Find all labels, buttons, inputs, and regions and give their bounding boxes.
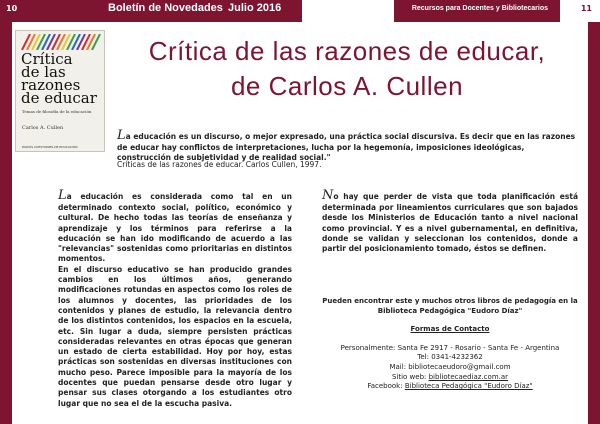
body-text-left bbox=[58, 188, 292, 416]
contact-facebook: Facebook: Biblioteca Pedagógica "Eudoro Díaz" bbox=[367, 382, 533, 391]
page-number-left: 10 bbox=[6, 4, 18, 13]
bulletin-title: Boletín de Novedades bbox=[108, 2, 223, 14]
book-cover-title: Crítica de las razones de educar bbox=[21, 50, 97, 107]
quote-source: Críticas de las razones de educar. Carlos Cullen, 1997. bbox=[117, 160, 322, 169]
contact-mail: Mail: bibliotecaeudoro@gmail.com bbox=[389, 362, 511, 371]
contact-heading: Formas de Contacto bbox=[410, 325, 490, 334]
dropcap: N bbox=[322, 188, 334, 203]
planning-quote: No hay que perder de vista que toda planificación está determinada por lineamientos curriculares que son bajados desde los Ministerios de Educación tanto a nivel nacional como provincial. Y es a nivel gubernamental, en definitiva, donde se validan y seleccionan los contenidos, donde a partir del posicionamiento tomado, éstos se definen. bbox=[322, 188, 578, 254]
header-gap bbox=[302, 0, 394, 22]
website-link[interactable]: bibliotecaediaz.com.ar bbox=[428, 372, 509, 381]
article-title: Crítica de las razones de educar, de Carlos A. Cullen bbox=[148, 36, 546, 101]
book-cover-stripes bbox=[20, 34, 102, 50]
right-margin-bar bbox=[588, 22, 600, 424]
contact-intro: Pueden encontrar este y muchos otros libros de pedagogía en la Biblioteca Pedagógica "Eudoro Díaz" bbox=[322, 297, 578, 315]
book-cover bbox=[15, 30, 105, 152]
mail-link[interactable]: bibliotecaeudoro@gmail.com bbox=[408, 362, 511, 371]
book-cover-publisher: PAIDÓS CUESTIONES DE EDUCACIÓN bbox=[22, 145, 78, 149]
page-number-right: 11 bbox=[580, 4, 592, 13]
contact-block bbox=[318, 297, 582, 392]
book-cover-author: Carlos A. Cullen bbox=[22, 125, 64, 131]
left-margin-bar bbox=[0, 22, 12, 424]
contact-phone: Tel: 0341-4232362 bbox=[417, 353, 483, 362]
bulletin-month: Julio 2016 bbox=[228, 2, 282, 14]
book-cover-subtitle: Temas de filosofía de la educación bbox=[22, 109, 92, 114]
dropcap: L bbox=[117, 128, 126, 143]
dropcap: L bbox=[58, 188, 67, 203]
body-paragraph: En el discurso educativo se han producido grandes cambios en los últimos años, generando modificaciones rotundas en aspectos como los roles de los alumnos y docentes, las prioridades de los contenidos y planes de estudio, la relevancia dentro de los distintos contenidos, los espacios en la escuela, etc. Sin lugar a duda, siempre persisten prácticas consideradas relevantes en otras épocas que generan un estado de cierta estabilidad. Hoy por hoy, estas prácticas son sostenidas en diversas instituciones con mucho peso. Parece imposible para la mayoría de los docentes que puedan pensarse desde otro lugar y pensar sus clases otorgando a los estudiantes otro lugar que no sea el de la escucha pasiva. bbox=[58, 264, 292, 408]
facebook-link[interactable]: Biblioteca Pedagógica "Eudoro Díaz" bbox=[404, 382, 533, 391]
opening-quote: La educación es un discurso, o mejor expresado, una práctica social discursiva. Es decir que en las razones de educar hay conflictos de interpretaciones, lucha por la hegemonía, imposiciones ideológicas, construcción de subjetividad y de realidad social." bbox=[117, 128, 576, 162]
contact-web: Sitio web: bibliotecaediaz.com.ar bbox=[391, 372, 509, 381]
section-title: Recursos para Docentes y Bibliotecarios bbox=[411, 5, 548, 12]
contact-address: Personalmente: Santa Fe 2917 - Rosario - Santa Fe - Argentina bbox=[340, 343, 560, 352]
body-paragraph: La educación es considerada como tal en un determinado contexto social, político, económico y cultural. De hecho todas las teorías de enseñanza y aprendizaje y los términos para referirse a la educación se han ido modificando de acuerdo a las "relevancias" sostenidas como prioritarias en distintos momentos. bbox=[58, 188, 292, 264]
header-bar bbox=[0, 0, 600, 22]
